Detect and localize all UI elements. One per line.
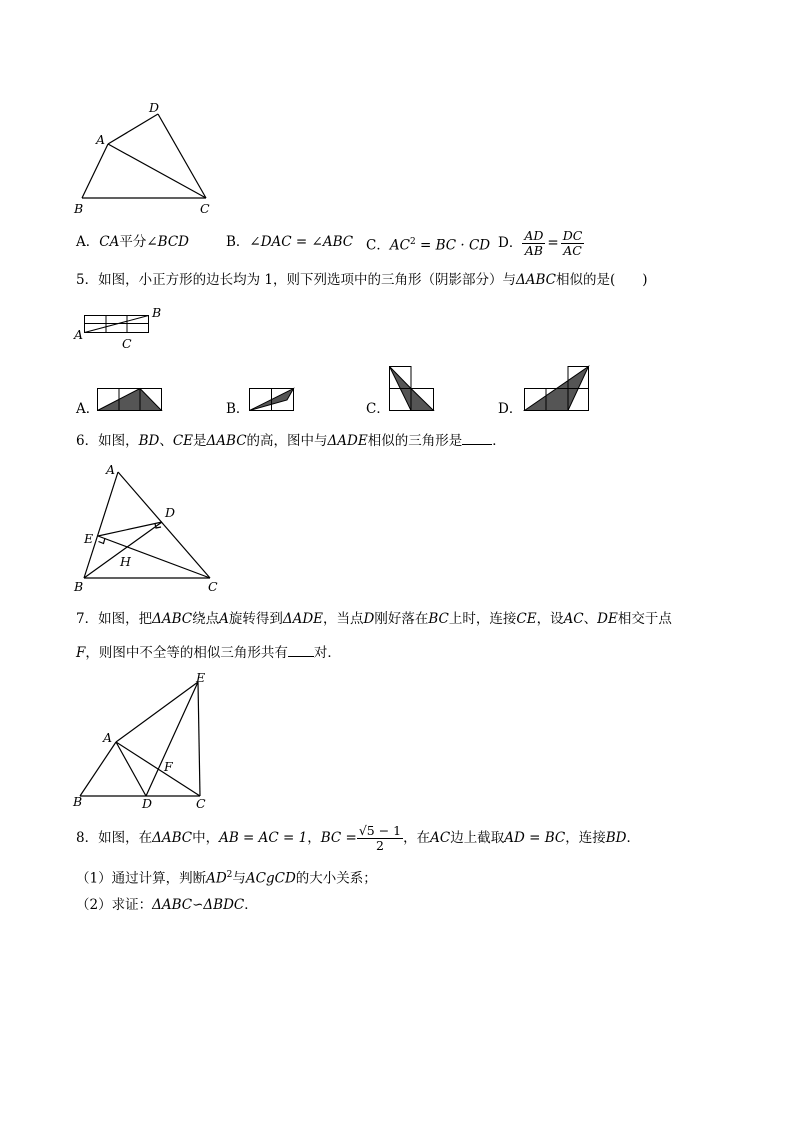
q7-label-f: F [164,759,173,774]
q5-option-b-figure [249,388,299,414]
q6-question: 6．如图，BD、CE是ΔABC的高，图中与ΔADE相似的三角形是 ． [76,430,506,450]
q4-option-d: D． $\frac{AD}{AB}$ = $\frac{DC}{AC}$ [498,227,583,258]
q6-figure [70,460,230,590]
q8-subquestion-2: （2）求证：ΔABC∽ΔBDC． [76,897,258,913]
q7-label-b: B [73,794,83,809]
q5-option-c: C． [366,401,390,417]
q6-answer-blank[interactable] [462,430,492,445]
q5-figure [84,315,154,337]
q7-figure [70,670,220,810]
q6-label-h: H [120,554,131,569]
q5-option-a-figure [97,388,167,414]
q7-question-line2: F，则图中不全等的相似三角形共有 对． [76,642,341,662]
q7-label-c: C [196,796,206,811]
q8-question: 8．如图，在 ΔABC 中， AB = AC = 1 ， BC = $\frac{√5 - 1}{2}$ ，在 AC 边上截取 AD = BC ，连接 BD ． [76,822,640,853]
q7-label-d: D [142,796,153,811]
q4-label-c: C [200,201,210,216]
q7-question-line1: 7．如图，把ΔABC绕点A旋转得到ΔADE，当点D刚好落在BC上时，连接CE，设AC、DE相交于点 [76,611,672,627]
q5-option-d-figure [524,366,594,414]
q5-option-d: D． [498,401,523,417]
q4-figure [70,100,220,220]
q7-label-a: A [103,730,113,745]
q6-label-e: E [84,531,94,546]
q7-label-e: E [196,670,206,685]
q5-option-c-figure [389,366,437,414]
q6-label-c: C [208,579,218,594]
q5-label-b: B [152,305,162,320]
q4-label-a: A [96,132,106,147]
q5-label-a: A [74,327,84,342]
q4-label-d: D [149,100,160,115]
q4-option-b: B．∠DAC = ∠ABC [226,234,354,250]
q4-option-c: C．$AC^2$ = BC · CD [366,237,491,254]
q5-option-b: B． [226,401,250,417]
q4-option-a: A．CA平分∠BCD [76,234,189,250]
q6-label-d: D [165,505,176,520]
q5-question: 5．如图，小正方形的边长均为 1，则下列选项中的三角形（阴影部分）与ΔABC相似的是( ) [76,272,648,288]
q6-label-a: A [106,462,116,477]
q8-subquestion-1: （1）通过计算，判断$AD^2$与ACgCD的大小关系； [76,870,377,887]
q7-answer-blank[interactable] [288,642,314,657]
q5-option-a: A． [76,401,100,417]
q4-label-b: B [74,201,84,216]
q5-label-c: C [122,336,132,351]
q6-label-b: B [74,579,84,594]
